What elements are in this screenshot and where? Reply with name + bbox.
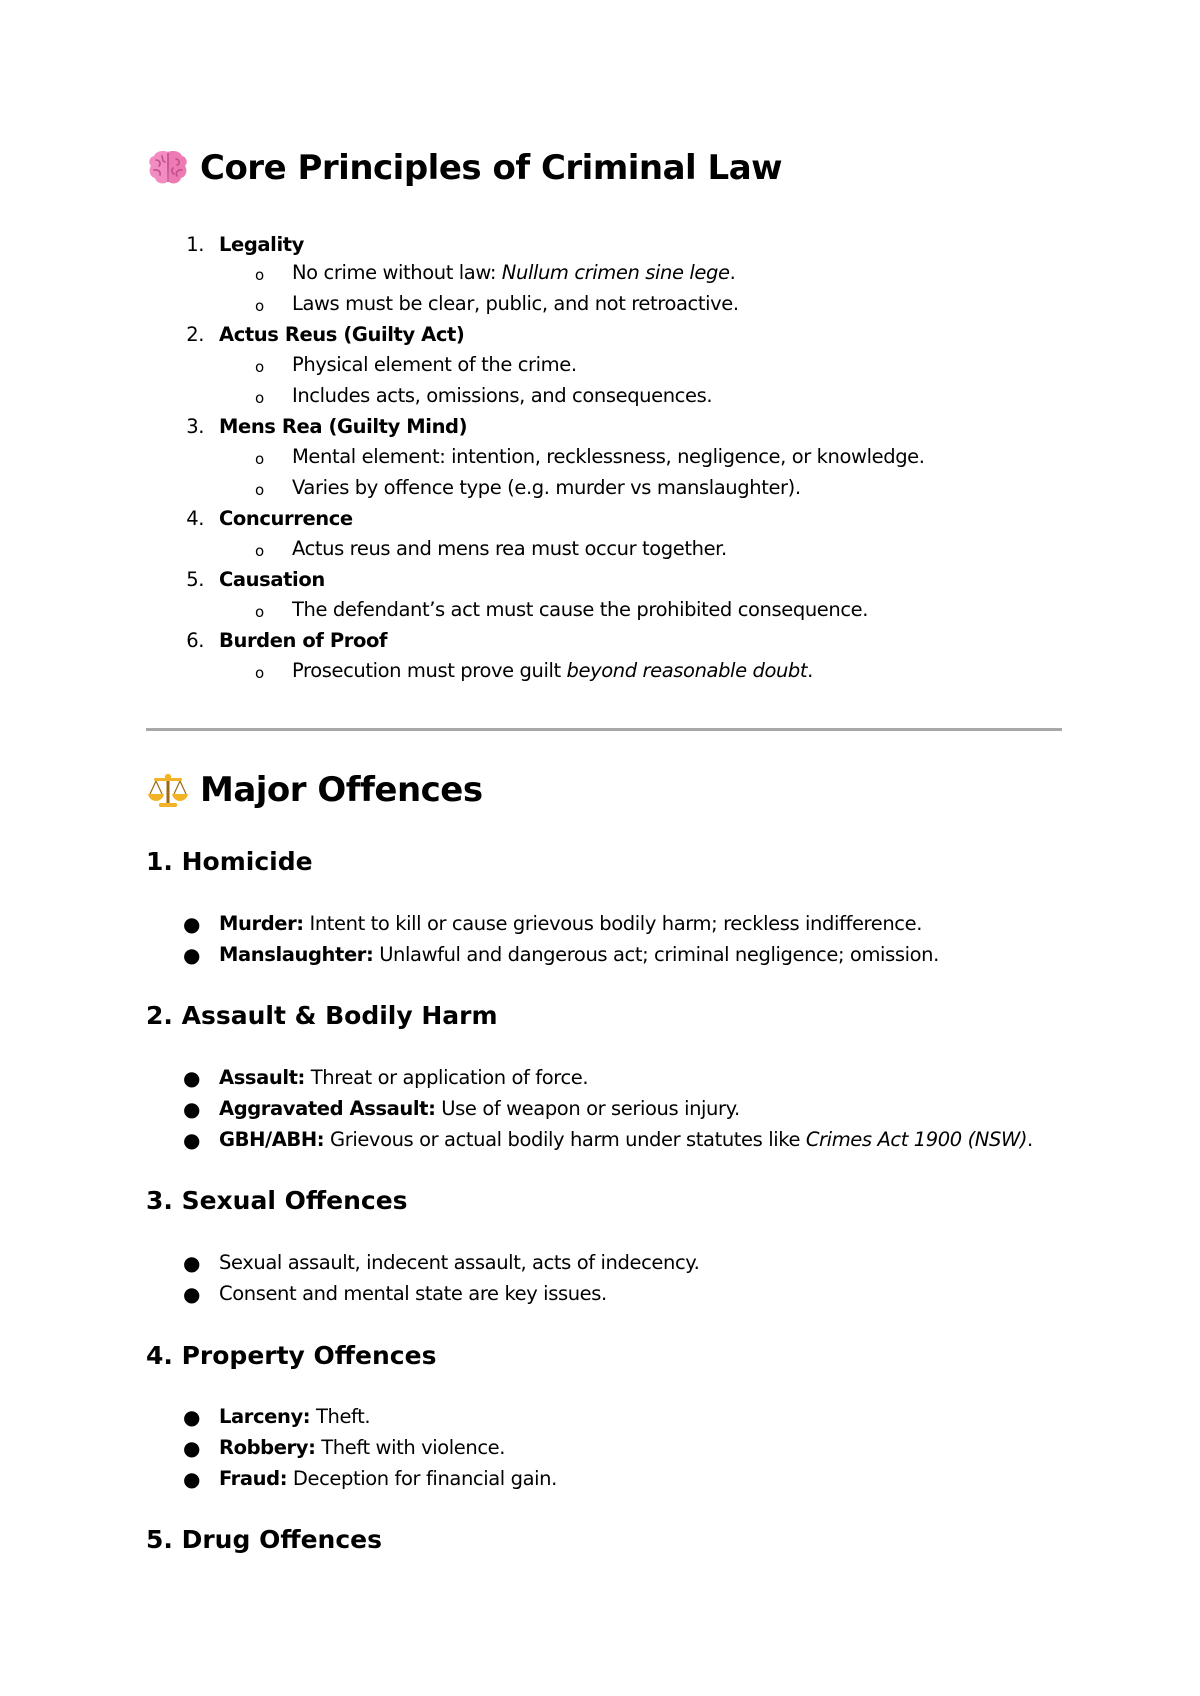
principle-detail: Actus reus and mens rea must occur together. xyxy=(292,537,727,560)
bullet-marker: ● xyxy=(183,1467,201,1491)
section-heading-assault: 2. Assault & Bodily Harm xyxy=(146,1001,498,1030)
bullet-marker: ● xyxy=(183,1097,201,1121)
list-item: Sexual assault, indecent assault, acts of indecency. xyxy=(219,1251,700,1274)
principle-detail: Varies by offence type (e.g. murder vs manslaughter). xyxy=(292,476,801,499)
circle-bullet: o xyxy=(255,358,264,376)
principle-detail: No crime without law: Nullum crimen sine lege. xyxy=(292,261,736,284)
principle-label: Legality xyxy=(219,233,304,256)
principle-label: Causation xyxy=(219,568,325,591)
section-divider xyxy=(146,728,1062,731)
bullet-marker: ● xyxy=(183,1128,201,1152)
circle-bullet: o xyxy=(255,389,264,407)
list-number: 5. xyxy=(186,568,204,591)
principle-detail: Laws must be clear, public, and not retroactive. xyxy=(292,292,739,315)
list-item: Robbery: Theft with violence. xyxy=(219,1436,506,1459)
bullet-marker: ● xyxy=(183,1251,201,1275)
list-item: Murder: Intent to kill or cause grievous bodily harm; reckless indifference. xyxy=(219,912,923,935)
scales-icon xyxy=(146,770,190,810)
section-heading-property: 4. Property Offences xyxy=(146,1341,437,1370)
bullet-marker: ● xyxy=(183,943,201,967)
bullet-marker: ● xyxy=(183,1436,201,1460)
bullet-marker: ● xyxy=(183,912,201,936)
principle-detail: The defendant’s act must cause the prohibited consequence. xyxy=(292,598,869,621)
circle-bullet: o xyxy=(255,481,264,499)
principle-detail: Mental element: intention, recklessness, negligence, or knowledge. xyxy=(292,445,925,468)
section-heading-drug: 5. Drug Offences xyxy=(146,1525,382,1554)
circle-bullet: o xyxy=(255,297,264,315)
principle-label: Concurrence xyxy=(219,507,353,530)
section-heading-sexual: 3. Sexual Offences xyxy=(146,1186,408,1215)
list-item: Manslaughter: Unlawful and dangerous act; criminal negligence; omission. xyxy=(219,943,939,966)
principle-label: Mens Rea (Guilty Mind) xyxy=(219,415,468,438)
principle-label: Burden of Proof xyxy=(219,629,388,652)
list-item: Fraud: Deception for financial gain. xyxy=(219,1467,557,1490)
principle-detail: Includes acts, omissions, and consequences. xyxy=(292,384,713,407)
list-item: Assault: Threat or application of force. xyxy=(219,1066,589,1089)
list-item: Larceny: Theft. xyxy=(219,1405,371,1428)
circle-bullet: o xyxy=(255,266,264,284)
list-number: 3. xyxy=(186,415,204,438)
section-heading-homicide: 1. Homicide xyxy=(146,847,313,876)
list-item: GBH/ABH: Grievous or actual bodily harm under statutes like Crimes Act 1900 (NSW). xyxy=(219,1128,1033,1151)
list-number: 1. xyxy=(186,233,204,256)
principles-title: Core Principles of Criminal Law xyxy=(200,148,783,188)
circle-bullet: o xyxy=(255,542,264,560)
list-item: Aggravated Assault: Use of weapon or serious injury. xyxy=(219,1097,740,1120)
list-item: Consent and mental state are key issues. xyxy=(219,1282,607,1305)
bullet-marker: ● xyxy=(183,1405,201,1429)
principle-detail: Prosecution must prove guilt beyond reasonable doubt. xyxy=(292,659,813,682)
list-number: 2. xyxy=(186,323,204,346)
offences-title: Major Offences xyxy=(200,770,483,810)
bullet-marker: ● xyxy=(183,1066,201,1090)
principle-detail: Physical element of the crime. xyxy=(292,353,577,376)
brain-icon xyxy=(146,148,190,188)
offences-heading xyxy=(146,770,483,810)
list-number: 6. xyxy=(186,629,204,652)
list-number: 4. xyxy=(186,507,204,530)
circle-bullet: o xyxy=(255,450,264,468)
principles-heading xyxy=(146,148,782,188)
circle-bullet: o xyxy=(255,664,264,682)
circle-bullet: o xyxy=(255,603,264,621)
bullet-marker: ● xyxy=(183,1282,201,1306)
principle-label: Actus Reus (Guilty Act) xyxy=(219,323,465,346)
